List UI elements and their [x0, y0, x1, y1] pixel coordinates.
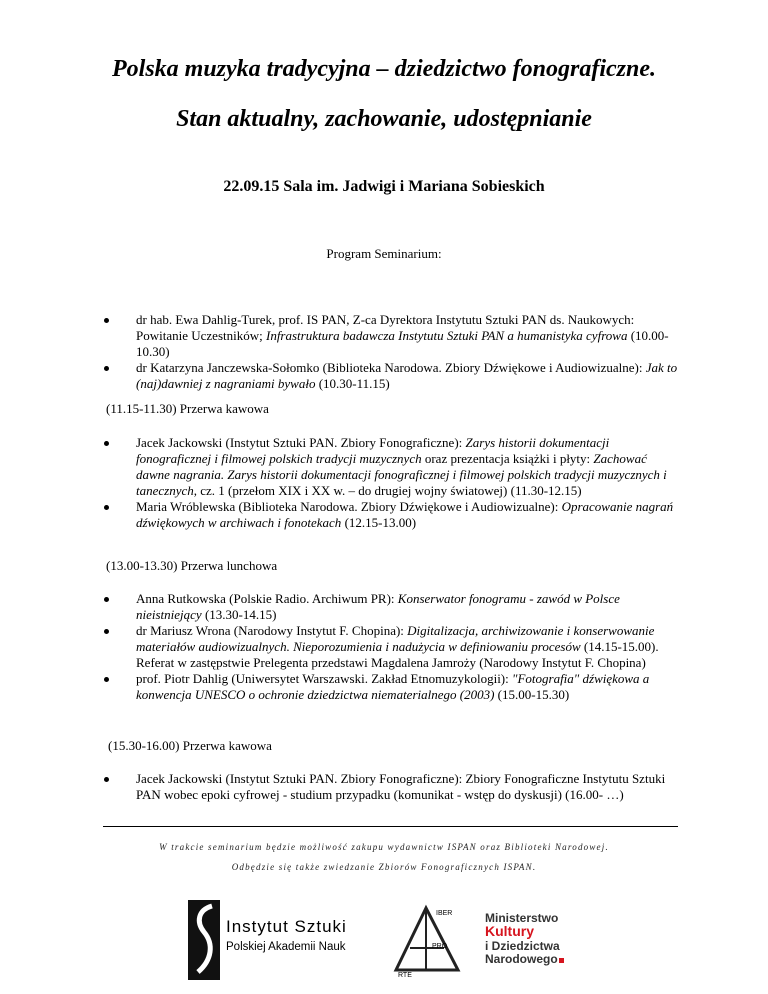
ibero-text-1: IBER	[436, 910, 453, 917]
lunch-break: (13.00-13.30) Przerwa lunchowa	[106, 558, 278, 573]
mk-line-3: i Dziedzictwa	[485, 939, 560, 953]
coffee-break-1: (11.15-11.30) Przerwa kawowa	[106, 401, 269, 416]
is-pan-subtitle: Polskiej Akademii Nauk	[226, 941, 346, 953]
list-item	[0, 312, 768, 360]
title-line-1: Polska muzyka tradycyjna – dziedzictwo fonograficzne.	[112, 56, 656, 82]
session-2	[0, 435, 768, 531]
ibero-text-3: RTE	[398, 972, 412, 979]
talk-text: oraz prezentacja książki i płyty:	[421, 451, 594, 466]
mk-line-4-text: Narodowego	[485, 952, 558, 966]
date-venue: 22.09.15 Sala im. Jadwigi i Mariana Sobieskich	[223, 178, 545, 195]
talk-title: Opracowanie nagrań dźwiękowych w archiwach i fonotekach	[136, 499, 674, 530]
talk-title: Digitalizacja, archiwizowanie i konserwowanie materiałów audiowizualnych. Nieporozumienia i nadużycia w definiowaniu procesów	[136, 623, 655, 654]
session-3	[0, 591, 768, 703]
speaker-text: Jacek Jackowski (Instytut Sztuki PAN. Zbiory Fonograficzne):	[136, 435, 466, 450]
talk-title: Jak to (naj)dawniej z nagraniami bywało	[136, 360, 678, 391]
list-item	[0, 360, 768, 392]
coffee-break-2: (15.30-16.00) Przerwa kawowa	[108, 738, 272, 753]
talk-time: (10.00-10.30)	[136, 328, 669, 359]
footer-note-2: Odbędzie się także zwiedzanie Zbiorów Fonograficznych ISPAN.	[231, 862, 537, 872]
is-pan-name: Instytut Sztuki	[226, 917, 347, 936]
speaker-text: dr Katarzyna Janczewska-Sołomko (Biblioteka Narodowa. Zbiory Dźwiękowe i Audiowizualne):	[136, 360, 646, 375]
talk-title: Infrastruktura badawcza Instytutu Sztuki PAN a humanistyka cyfrowa	[265, 328, 628, 343]
talk-time: (12.15-13.00)	[341, 515, 417, 530]
ibero-text-2: PRO	[432, 943, 448, 950]
red-square-icon	[559, 958, 564, 963]
title-line-2: Stan aktualny, zachowanie, udostępnianie	[176, 106, 592, 132]
instytut-sztuki-logo-icon	[188, 900, 220, 980]
list-item	[0, 435, 768, 499]
mk-line-1: Ministerstwo	[485, 911, 559, 925]
mk-line-2: Kultury	[485, 923, 534, 939]
talk-title: "Fotografia" dźwiękowa a konwencja UNESCO o ochronie dziedzictwa niematerialnego (2003)	[136, 671, 650, 702]
talk-time: (10.30-11.15)	[315, 376, 390, 391]
talk-title: Konserwator fonogramu - zawód w Polsce nieistniejący	[136, 591, 620, 622]
session-1	[0, 312, 768, 392]
book-title: Zachować dawne nagrania. Zarys historii dokumentacji fonograficznej i filmowej polskich tradycji muzycznych i tanecznych	[136, 451, 667, 498]
talk-time: (15.00-15.30)	[494, 687, 570, 702]
talk-time: (14.15-15.00). Referat w zastępstwie Prelegenta przedstawi Magdalena Jamroży (Narodowy Instytut F. Chopina)	[136, 639, 659, 670]
list-item	[0, 671, 768, 703]
list-item	[0, 499, 768, 531]
list-item	[0, 623, 768, 671]
speaker-text: Anna Rutkowska (Polskie Radio. Archiwum PR):	[136, 591, 398, 606]
talk-title: Zarys historii dokumentacji fonograficznej i filmowej polskich tradycji muzycznych	[136, 435, 610, 466]
talk-time: , cz. 1 (przełom XIX i XX w. – do drugiej wojny światowej) (11.30-12.15)	[193, 483, 582, 498]
speaker-text: dr Mariusz Wrona (Narodowy Instytut F. Chopina):	[136, 623, 408, 638]
list-item: Jacek Jackowski (Instytut Sztuki PAN. Zbiory Fonograficzne): Zbiory Fonograficzne Instytutu Sztuki PAN wobec epoki cyfrowej - studium przypadku (komunikat - wstęp do dyskusji) (16.00- …)	[0, 771, 768, 803]
speaker-text: prof. Piotr Dahlig (Uniwersytet Warszawski. Zakład Etnomuzykologii):	[136, 671, 512, 686]
talk-time: (13.30-14.15)	[201, 607, 277, 622]
mk-line-4	[485, 953, 564, 965]
speaker-text: Maria Wróblewska (Biblioteka Narodowa. Zbiory Dźwiękowe i Audiowizualne):	[136, 499, 562, 514]
speaker-text: dr hab. Ewa Dahlig-Turek, prof. IS PAN, Z-ca Dyrektora Instytutu Sztuki PAN ds. Naukowych: Powitanie Uczestników;	[136, 312, 635, 343]
session-4	[0, 771, 768, 803]
program-heading: Program Seminarium:	[326, 246, 442, 261]
divider	[103, 826, 678, 827]
footer-note-1: W trakcie seminarium będzie możliwość zakupu wydawnictw ISPAN oraz Biblioteki Narodowej.	[159, 842, 609, 852]
list-item	[0, 591, 768, 623]
